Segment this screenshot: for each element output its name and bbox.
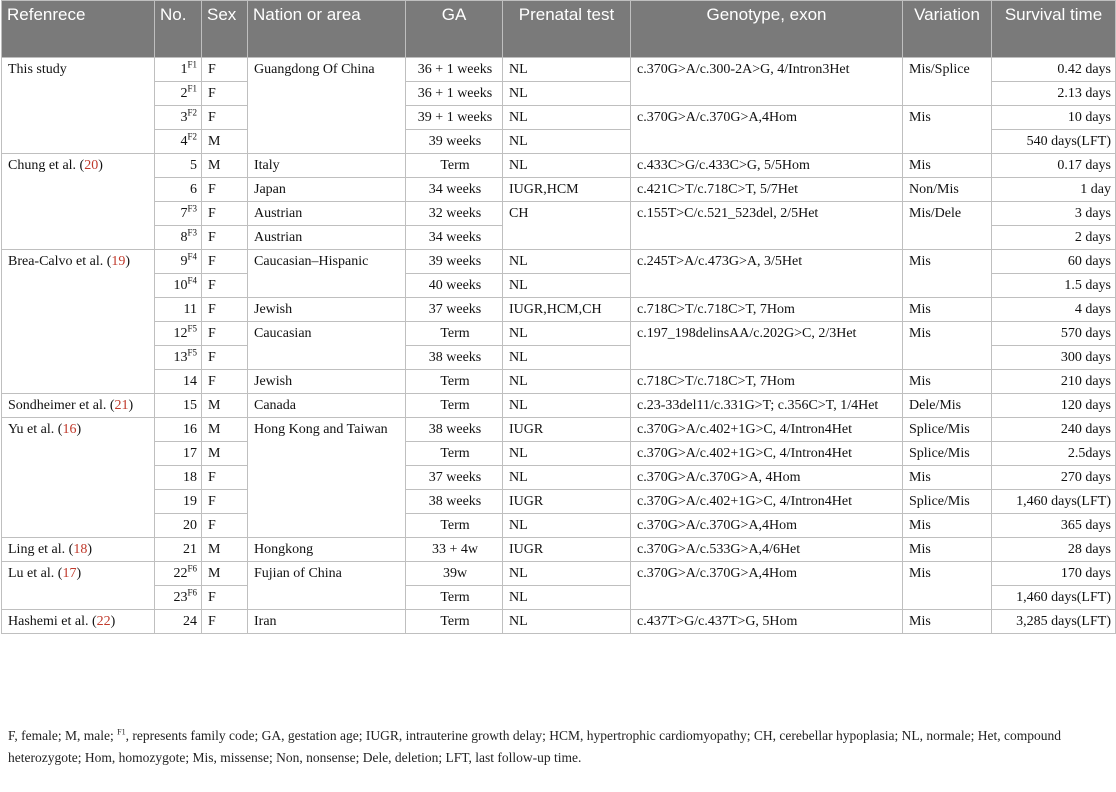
citation-link[interactable]: 17 [62, 566, 77, 581]
survival-cell: 1,460 days(LFT) [992, 490, 1116, 514]
variation-cell: Mis [903, 514, 992, 538]
table-row [2, 394, 1116, 418]
survival-cell: 210 days [992, 370, 1116, 394]
reference-text: Lu et al. [8, 566, 55, 581]
header-row [2, 1, 1116, 58]
nation-cell: Austrian [248, 202, 406, 226]
citation-link[interactable]: 16 [62, 422, 77, 437]
survival-cell: 1.5 days [992, 274, 1116, 298]
patient-no: 16 [183, 422, 197, 437]
col-header-no: No. [155, 1, 202, 58]
survival-cell: 270 days [992, 466, 1116, 490]
survival-cell: 120 days [992, 394, 1116, 418]
genotype-cell: c.370G>A/c.370G>A, 4Hom [631, 466, 903, 490]
ga-cell: 39 + 1 weeks [406, 106, 503, 130]
genotype-cell: c.370G>A/c.402+1G>C, 4/Intron4Het [631, 418, 903, 442]
sex-cell: F [202, 250, 248, 274]
survival-cell: 0.17 days [992, 154, 1116, 178]
genotype-cell: c.370G>A/c.402+1G>C, 4/Intron4Het [631, 442, 903, 466]
sex-cell: F [202, 370, 248, 394]
ga-cell: Term [406, 610, 503, 634]
ga-cell: Term [406, 442, 503, 466]
patient-no-cell [155, 202, 202, 226]
prenatal-cell: NL [503, 274, 631, 298]
table-row [2, 58, 1116, 82]
nation-cell: Canada [248, 394, 406, 418]
variation-cell: Dele/Mis [903, 394, 992, 418]
ga-cell: Term [406, 514, 503, 538]
patient-no: 4 [180, 134, 188, 149]
ga-cell: 39w [406, 562, 503, 586]
patient-no-cell [155, 298, 202, 322]
ga-cell: 33 + 4w [406, 538, 503, 562]
genotype-cell: c.370G>A/c.300-2A>G, 4/Intron3Het [631, 58, 903, 106]
nation-cell: Jewish [248, 298, 406, 322]
sex-cell: M [202, 154, 248, 178]
variation-cell: Splice/Mis [903, 490, 992, 514]
family-code: F2 [187, 107, 197, 118]
ga-cell: Term [406, 586, 503, 610]
family-code: F3 [187, 227, 197, 238]
sex-cell: F [202, 226, 248, 250]
patient-no: 20 [183, 518, 197, 533]
family-code: F5 [187, 347, 197, 358]
survival-cell: 2.5days [992, 442, 1116, 466]
prenatal-cell: IUGR [503, 538, 631, 562]
table-row [2, 514, 1116, 538]
reference-cell [2, 58, 155, 154]
reference-text: Hashemi et al. [8, 614, 89, 629]
reference-cell: Yu et al. (16) [2, 418, 155, 538]
genotype-cell: c.370G>A/c.533G>A,4/6Het [631, 538, 903, 562]
ga-cell: 34 weeks [406, 178, 503, 202]
sex-cell: F [202, 610, 248, 634]
variation-cell: Mis [903, 538, 992, 562]
variation-cell: Mis [903, 250, 992, 298]
ga-cell: 36 + 1 weeks [406, 58, 503, 82]
nation-cell: Jewish [248, 370, 406, 394]
patient-no-cell [155, 418, 202, 442]
ga-cell: 37 weeks [406, 466, 503, 490]
genotype-cell: c.421C>T/c.718C>T, 5/7Het [631, 178, 903, 202]
table-row [2, 490, 1116, 514]
family-code: F2 [187, 131, 197, 142]
patient-no: 19 [183, 494, 197, 509]
reference-text: Sondheimer et al. [8, 398, 107, 413]
ga-cell: 34 weeks [406, 226, 503, 250]
variation-cell: Mis [903, 466, 992, 490]
prenatal-cell: NL [503, 154, 631, 178]
ga-cell: Term [406, 370, 503, 394]
reference-text: Ling et al. [8, 542, 66, 557]
prenatal-cell: IUGR,HCM [503, 178, 631, 202]
genotype-cell: c.245T>A/c.473G>A, 3/5Het [631, 250, 903, 298]
nation-cell: Japan [248, 178, 406, 202]
patient-no-cell [155, 178, 202, 202]
survival-cell: 4 days [992, 298, 1116, 322]
prenatal-cell: NL [503, 586, 631, 610]
patient-no: 18 [183, 470, 197, 485]
family-code: F1 [187, 83, 197, 94]
prenatal-cell: NL [503, 106, 631, 130]
variation-cell: Mis/Splice [903, 58, 992, 106]
survival-cell: 2 days [992, 226, 1116, 250]
patient-no-cell [155, 274, 202, 298]
col-header-reference: Refenrece [2, 1, 155, 58]
patient-no: 23 [173, 590, 188, 605]
patient-no: 1 [180, 62, 188, 77]
survival-cell: 3 days [992, 202, 1116, 226]
family-code: F4 [187, 251, 197, 262]
variation-cell: Splice/Mis [903, 442, 992, 466]
variation-cell: Mis [903, 562, 992, 610]
genotype-cell: c.718C>T/c.718C>T, 7Hom [631, 370, 903, 394]
table-row [2, 250, 1116, 274]
prenatal-cell: NL [503, 442, 631, 466]
table-row [2, 154, 1116, 178]
nation-cell: Hong Kong and Taiwan [248, 418, 406, 538]
patient-no: 12 [173, 326, 188, 341]
patient-no-cell [155, 130, 202, 154]
variation-cell: Splice/Mis [903, 418, 992, 442]
table-row [2, 370, 1116, 394]
genotype-cell: c.437T>G/c.437T>G, 5Hom [631, 610, 903, 634]
table-row [2, 466, 1116, 490]
prenatal-cell: NL [503, 322, 631, 346]
sex-cell: F [202, 202, 248, 226]
patient-no-cell [155, 82, 202, 106]
ga-cell: 39 weeks [406, 130, 503, 154]
ga-cell: 37 weeks [406, 298, 503, 322]
footnote-text: , represents family code; GA, gestation age; IUGR, intrauterine growth delay; HCM, hypertrophic cardiomyopathy; CH, cerebellar hypoplasia; NL, normale; Het, compound heterozygote; Hom, homozygote; Mis, missense; Non, nonsense; Dele, deletion; LFT, last follow-up time. [8, 728, 1061, 765]
family-code: F1 [187, 59, 197, 70]
prenatal-cell: NL [503, 394, 631, 418]
ga-cell: 36 + 1 weeks [406, 82, 503, 106]
patient-no: 14 [183, 374, 197, 389]
table-row [2, 202, 1116, 226]
sex-cell: F [202, 514, 248, 538]
sex-cell: M [202, 394, 248, 418]
variation-cell: Non/Mis [903, 178, 992, 202]
prenatal-cell: NL [503, 82, 631, 106]
prenatal-cell: NL [503, 466, 631, 490]
survival-cell: 2.13 days [992, 82, 1116, 106]
sex-cell: F [202, 322, 248, 346]
variation-cell: Mis [903, 106, 992, 154]
family-code: F5 [187, 323, 197, 334]
patient-no: 11 [183, 302, 197, 317]
variation-cell: Mis [903, 322, 992, 370]
variation-cell: Mis/Dele [903, 202, 992, 250]
table-row [2, 562, 1116, 586]
nation-cell: Caucasian–Hispanic [248, 250, 406, 298]
sex-cell: M [202, 418, 248, 442]
table-row [2, 106, 1116, 130]
nation-cell: Austrian [248, 226, 406, 250]
patient-no: 15 [183, 398, 197, 413]
prenatal-cell: IUGR [503, 490, 631, 514]
data-table [1, 0, 1116, 634]
genotype-cell: c.197_198delinsAA/c.202G>C, 2/3Het [631, 322, 903, 370]
table-row [2, 538, 1116, 562]
variation-cell: Mis [903, 298, 992, 322]
ga-cell: 32 weeks [406, 202, 503, 226]
prenatal-cell: NL [503, 130, 631, 154]
genotype-cell: c.155T>C/c.521_523del, 2/5Het [631, 202, 903, 250]
footnote-family-code: F1 [117, 727, 126, 737]
variation-cell: Mis [903, 610, 992, 634]
variation-cell: Mis [903, 154, 992, 178]
citation-link[interactable]: 22 [96, 614, 111, 629]
patient-no-cell [155, 562, 202, 586]
reference-cell: Ling et al. (18) [2, 538, 155, 562]
patient-no-cell [155, 490, 202, 514]
survival-cell: 3,285 days(LFT) [992, 610, 1116, 634]
table-row [2, 298, 1116, 322]
patient-no: 22 [173, 566, 188, 581]
reference-cell: Brea-Calvo et al. (19) [2, 250, 155, 394]
sex-cell: F [202, 298, 248, 322]
nation-cell: Hongkong [248, 538, 406, 562]
table-footnote [8, 725, 1108, 769]
prenatal-cell: IUGR,HCM,CH [503, 298, 631, 322]
survival-cell: 170 days [992, 562, 1116, 586]
ga-cell: 39 weeks [406, 250, 503, 274]
genotype-cell: c.370G>A/c.370G>A,4Hom [631, 514, 903, 538]
reference-text: Yu et al. [8, 422, 55, 437]
patient-no: 17 [183, 446, 197, 461]
survival-cell: 10 days [992, 106, 1116, 130]
table-row [2, 178, 1116, 202]
reference-text: Brea-Calvo et al. [8, 254, 104, 269]
sex-cell: M [202, 538, 248, 562]
patient-no-cell [155, 538, 202, 562]
prenatal-cell: IUGR [503, 418, 631, 442]
patient-no-cell [155, 442, 202, 466]
genotype-cell: c.23-33del11/c.331G>T; c.356C>T, 1/4Het [631, 394, 903, 418]
patient-no-cell [155, 514, 202, 538]
survival-cell: 60 days [992, 250, 1116, 274]
prenatal-cell: NL [503, 346, 631, 370]
table-row [2, 418, 1116, 442]
sex-cell: F [202, 82, 248, 106]
survival-cell: 570 days [992, 322, 1116, 346]
patient-no-cell [155, 610, 202, 634]
survival-cell: 240 days [992, 418, 1116, 442]
family-code: F3 [187, 203, 197, 214]
patient-no: 7 [180, 206, 188, 221]
patient-no-cell [155, 250, 202, 274]
patient-no-cell [155, 106, 202, 130]
genotype-cell: c.718C>T/c.718C>T, 7Hom [631, 298, 903, 322]
sex-cell: F [202, 346, 248, 370]
patient-no-cell [155, 322, 202, 346]
patient-no: 5 [190, 158, 197, 173]
sex-cell: F [202, 274, 248, 298]
reference-cell: Sondheimer et al. (21) [2, 394, 155, 418]
family-code: F6 [187, 587, 197, 598]
patient-no-cell [155, 466, 202, 490]
reference-cell: Chung et al. (20) [2, 154, 155, 250]
reference-text: Chung et al. [8, 158, 77, 173]
patient-no-cell [155, 154, 202, 178]
patient-no-cell [155, 586, 202, 610]
family-code: F6 [187, 563, 197, 574]
sex-cell: F [202, 106, 248, 130]
col-header-prenatal: Prenatal test [503, 1, 631, 58]
survival-cell: 1 day [992, 178, 1116, 202]
patient-no: 3 [180, 110, 188, 125]
reference-text: This study [8, 62, 67, 77]
nation-cell: Fujian of China [248, 562, 406, 610]
patient-no: 8 [180, 230, 188, 245]
citation-link[interactable]: 20 [84, 158, 99, 173]
ga-cell: 38 weeks [406, 490, 503, 514]
sex-cell: F [202, 178, 248, 202]
nation-cell: Italy [248, 154, 406, 178]
col-header-variation: Variation [903, 1, 992, 58]
survival-cell: 28 days [992, 538, 1116, 562]
sex-cell: M [202, 562, 248, 586]
survival-cell: 1,460 days(LFT) [992, 586, 1116, 610]
family-code: F4 [187, 275, 197, 286]
col-header-sex: Sex [202, 1, 248, 58]
survival-cell: 300 days [992, 346, 1116, 370]
survival-cell: 0.42 days [992, 58, 1116, 82]
patient-no-cell [155, 346, 202, 370]
sex-cell: F [202, 490, 248, 514]
prenatal-cell: NL [503, 370, 631, 394]
prenatal-cell: NL [503, 514, 631, 538]
ga-cell: 40 weeks [406, 274, 503, 298]
nation-cell: Caucasian [248, 322, 406, 370]
survival-cell: 365 days [992, 514, 1116, 538]
patient-no: 21 [183, 542, 197, 557]
prenatal-cell: NL [503, 562, 631, 586]
nation-cell: Guangdong Of China [248, 58, 406, 154]
genotype-cell: c.370G>A/c.402+1G>C, 4/Intron4Het [631, 490, 903, 514]
patient-no: 6 [190, 182, 197, 197]
variation-cell: Mis [903, 370, 992, 394]
patient-no-cell [155, 394, 202, 418]
patient-no: 10 [173, 278, 188, 293]
patient-no: 2 [180, 86, 188, 101]
sex-cell: F [202, 58, 248, 82]
sex-cell: M [202, 442, 248, 466]
table-row [2, 610, 1116, 634]
prenatal-cell: CH [503, 202, 631, 250]
prenatal-cell: NL [503, 58, 631, 82]
col-header-genotype: Genotype, exon [631, 1, 903, 58]
prenatal-cell: NL [503, 250, 631, 274]
citation-link[interactable]: 18 [73, 542, 88, 557]
patient-no: 13 [173, 350, 188, 365]
footnote-text: F, female; M, male; [8, 728, 118, 743]
survival-cell: 540 days(LFT) [992, 130, 1116, 154]
ga-cell: Term [406, 322, 503, 346]
citation-link[interactable]: 21 [114, 398, 129, 413]
genotype-cell: c.370G>A/c.370G>A,4Hom [631, 106, 903, 154]
patient-no: 9 [180, 254, 188, 269]
table-row [2, 322, 1116, 346]
table-row [2, 442, 1116, 466]
reference-cell: Hashemi et al. (22) [2, 610, 155, 634]
sex-cell: F [202, 466, 248, 490]
col-header-survival: Survival time [992, 1, 1116, 58]
reference-cell: Lu et al. (17) [2, 562, 155, 610]
prenatal-cell: NL [503, 610, 631, 634]
ga-cell: 38 weeks [406, 418, 503, 442]
ga-cell: Term [406, 154, 503, 178]
patient-no: 24 [183, 614, 197, 629]
sex-cell: M [202, 130, 248, 154]
citation-link[interactable]: 19 [111, 254, 126, 269]
patient-no-cell [155, 370, 202, 394]
patient-no-cell [155, 58, 202, 82]
col-header-nation: Nation or area [248, 1, 406, 58]
sex-cell: F [202, 586, 248, 610]
nation-cell: Iran [248, 610, 406, 634]
col-header-ga: GA [406, 1, 503, 58]
genotype-cell: c.433C>G/c.433C>G, 5/5Hom [631, 154, 903, 178]
ga-cell: Term [406, 394, 503, 418]
ga-cell: 38 weeks [406, 346, 503, 370]
genotype-cell: c.370G>A/c.370G>A,4Hom [631, 562, 903, 610]
patient-no-cell [155, 226, 202, 250]
